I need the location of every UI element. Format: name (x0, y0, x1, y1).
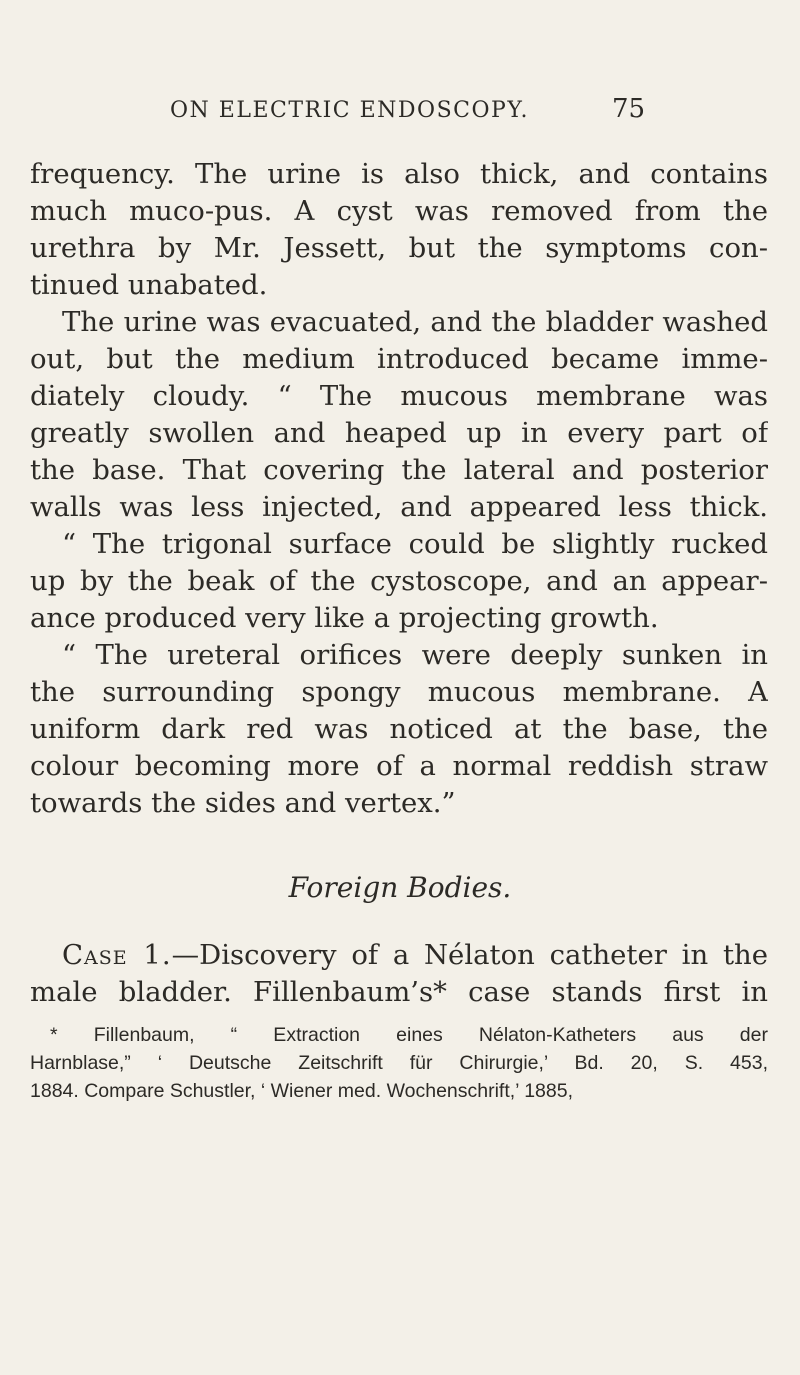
body-line: much muco-pus. A cyst was removed from the (30, 195, 768, 227)
body-line: The urine was evacuated, and the bladder washed (62, 306, 768, 338)
page-number: 75 (612, 94, 646, 124)
body-line: up by the beak of the cystoscope, and an appear- (30, 565, 768, 597)
body-line: male bladder. Fillenbaum’s* case stands first in (30, 976, 768, 1008)
footnote-line: * Fillenbaum, “ Extraction eines Nélaton-Katheters aus der (50, 1024, 768, 1046)
body-line: tinued unabated. (30, 269, 268, 301)
running-head: ON ELECTRIC ENDOSCOPY. (170, 98, 530, 123)
case-intro-line (62, 937, 768, 973)
body-line: diately cloudy. “ The mucous membrane was (30, 380, 768, 412)
body-line: walls was less injected, and appeared less thick. (30, 491, 768, 523)
footnote-line: 1884. Compare Schustler, ‘ Wiener med. Wochenschrift,’ 1885, (30, 1080, 574, 1102)
section-heading: Foreign Bodies. (288, 871, 512, 904)
body-line: greatly swollen and heaped up in every part of (30, 417, 768, 449)
body-line: ance produced very like a projecting growth. (30, 602, 659, 634)
body-line: the base. That covering the lateral and posterior (30, 454, 768, 486)
case-line-rest: —Discovery of a Nélaton catheter in the (171, 939, 768, 971)
body-line: towards the sides and vertex.” (30, 787, 456, 819)
body-line: out, but the medium introduced became imme- (30, 343, 768, 375)
body-line: colour becoming more of a normal reddish straw (30, 750, 768, 782)
body-line: the surrounding spongy mucous membrane. A (30, 676, 768, 708)
body-line: uniform dark red was noticed at the base, the (30, 713, 768, 745)
footnote-line: Harnblase,” ‘ Deutsche Zeitschrift für Chirurgie,’ Bd. 20, S. 453, (30, 1052, 768, 1074)
case-label: Case 1. (62, 939, 172, 971)
body-line: “ The ureteral orifices were deeply sunken in (62, 639, 768, 671)
body-line: urethra by Mr. Jessett, but the symptoms con- (30, 232, 768, 264)
body-line: frequency. The urine is also thick, and contains (30, 158, 768, 190)
body-line: “ The trigonal surface could be slightly rucked (62, 528, 768, 560)
